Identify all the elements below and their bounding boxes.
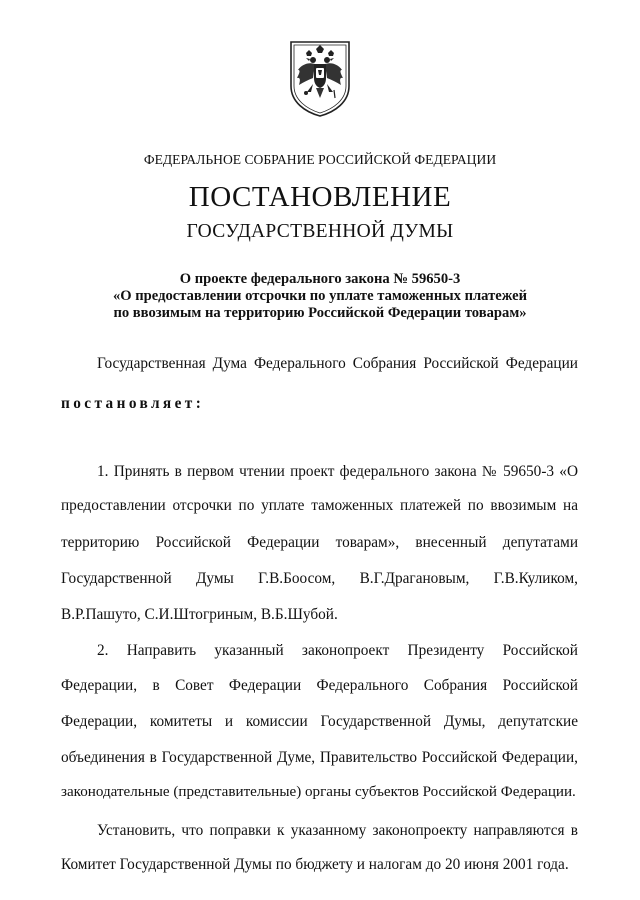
- paragraph-3-line: Комитет Государственной Думы по бюджету и налогам до 20 июня 2001 года.: [61, 856, 569, 873]
- paragraph-2-line: 2. Направить указанный законопроект Президенту Российской: [97, 642, 578, 659]
- paragraph-3-line: Установить, что поправки к указанному законопроекту направляются в: [97, 822, 578, 839]
- paragraph-2-line: Федерации, в Совет Федерации Федерального Собрания Российской: [61, 677, 578, 694]
- paragraph-1-line: 1. Принять в первом чтении проект федерального закона № 59650-3 «О: [97, 463, 578, 480]
- decree-verb: постановляет:: [61, 395, 205, 412]
- subject-line: О проекте федерального закона № 59650-3: [179, 271, 461, 287]
- document-title: ПОСТАНОВЛЕНИЕ: [188, 181, 452, 213]
- paragraph-2-line: Федерации, комитеты и комиссии Государственной Думы, депутатские: [61, 713, 578, 730]
- paragraph-1-line: предоставлении отсрочки по уплате таможенных платежей по ввозимым на: [61, 497, 578, 514]
- subject-line: по ввозимым на территорию Российской Федерации товарам»: [113, 305, 527, 321]
- subject-line: «О предоставлении отсрочки по уплате таможенных платежей: [112, 288, 528, 304]
- paragraph-1-line: В.Р.Пашуто, С.И.Штогриным, В.Б.Шубой.: [61, 606, 338, 623]
- coat-of-arms-icon: [289, 40, 351, 118]
- paragraph-2-line: законодательные (представительные) органы субъектов Российской Федерации.: [61, 784, 576, 800]
- paragraph-2-line: объединения в Государственной Думе, Правительство Российской Федерации,: [61, 749, 578, 766]
- paragraph-1-line: территорию Российской Федерации товарам», внесенный депутатами: [61, 534, 578, 551]
- preamble-text: Государственная Дума Федерального Собрания Российской Федерации: [97, 355, 578, 372]
- organization-name: ФЕДЕРАЛЬНОЕ СОБРАНИЕ РОССИЙСКОЙ ФЕДЕРАЦИИ: [143, 152, 497, 167]
- paragraph-1-line: Государственной Думы Г.В.Боосом, В.Г.Драгановым, Г.В.Куликом,: [61, 570, 578, 587]
- document-subtitle: ГОСУДАРСТВЕННОЙ ДУМЫ: [186, 221, 454, 242]
